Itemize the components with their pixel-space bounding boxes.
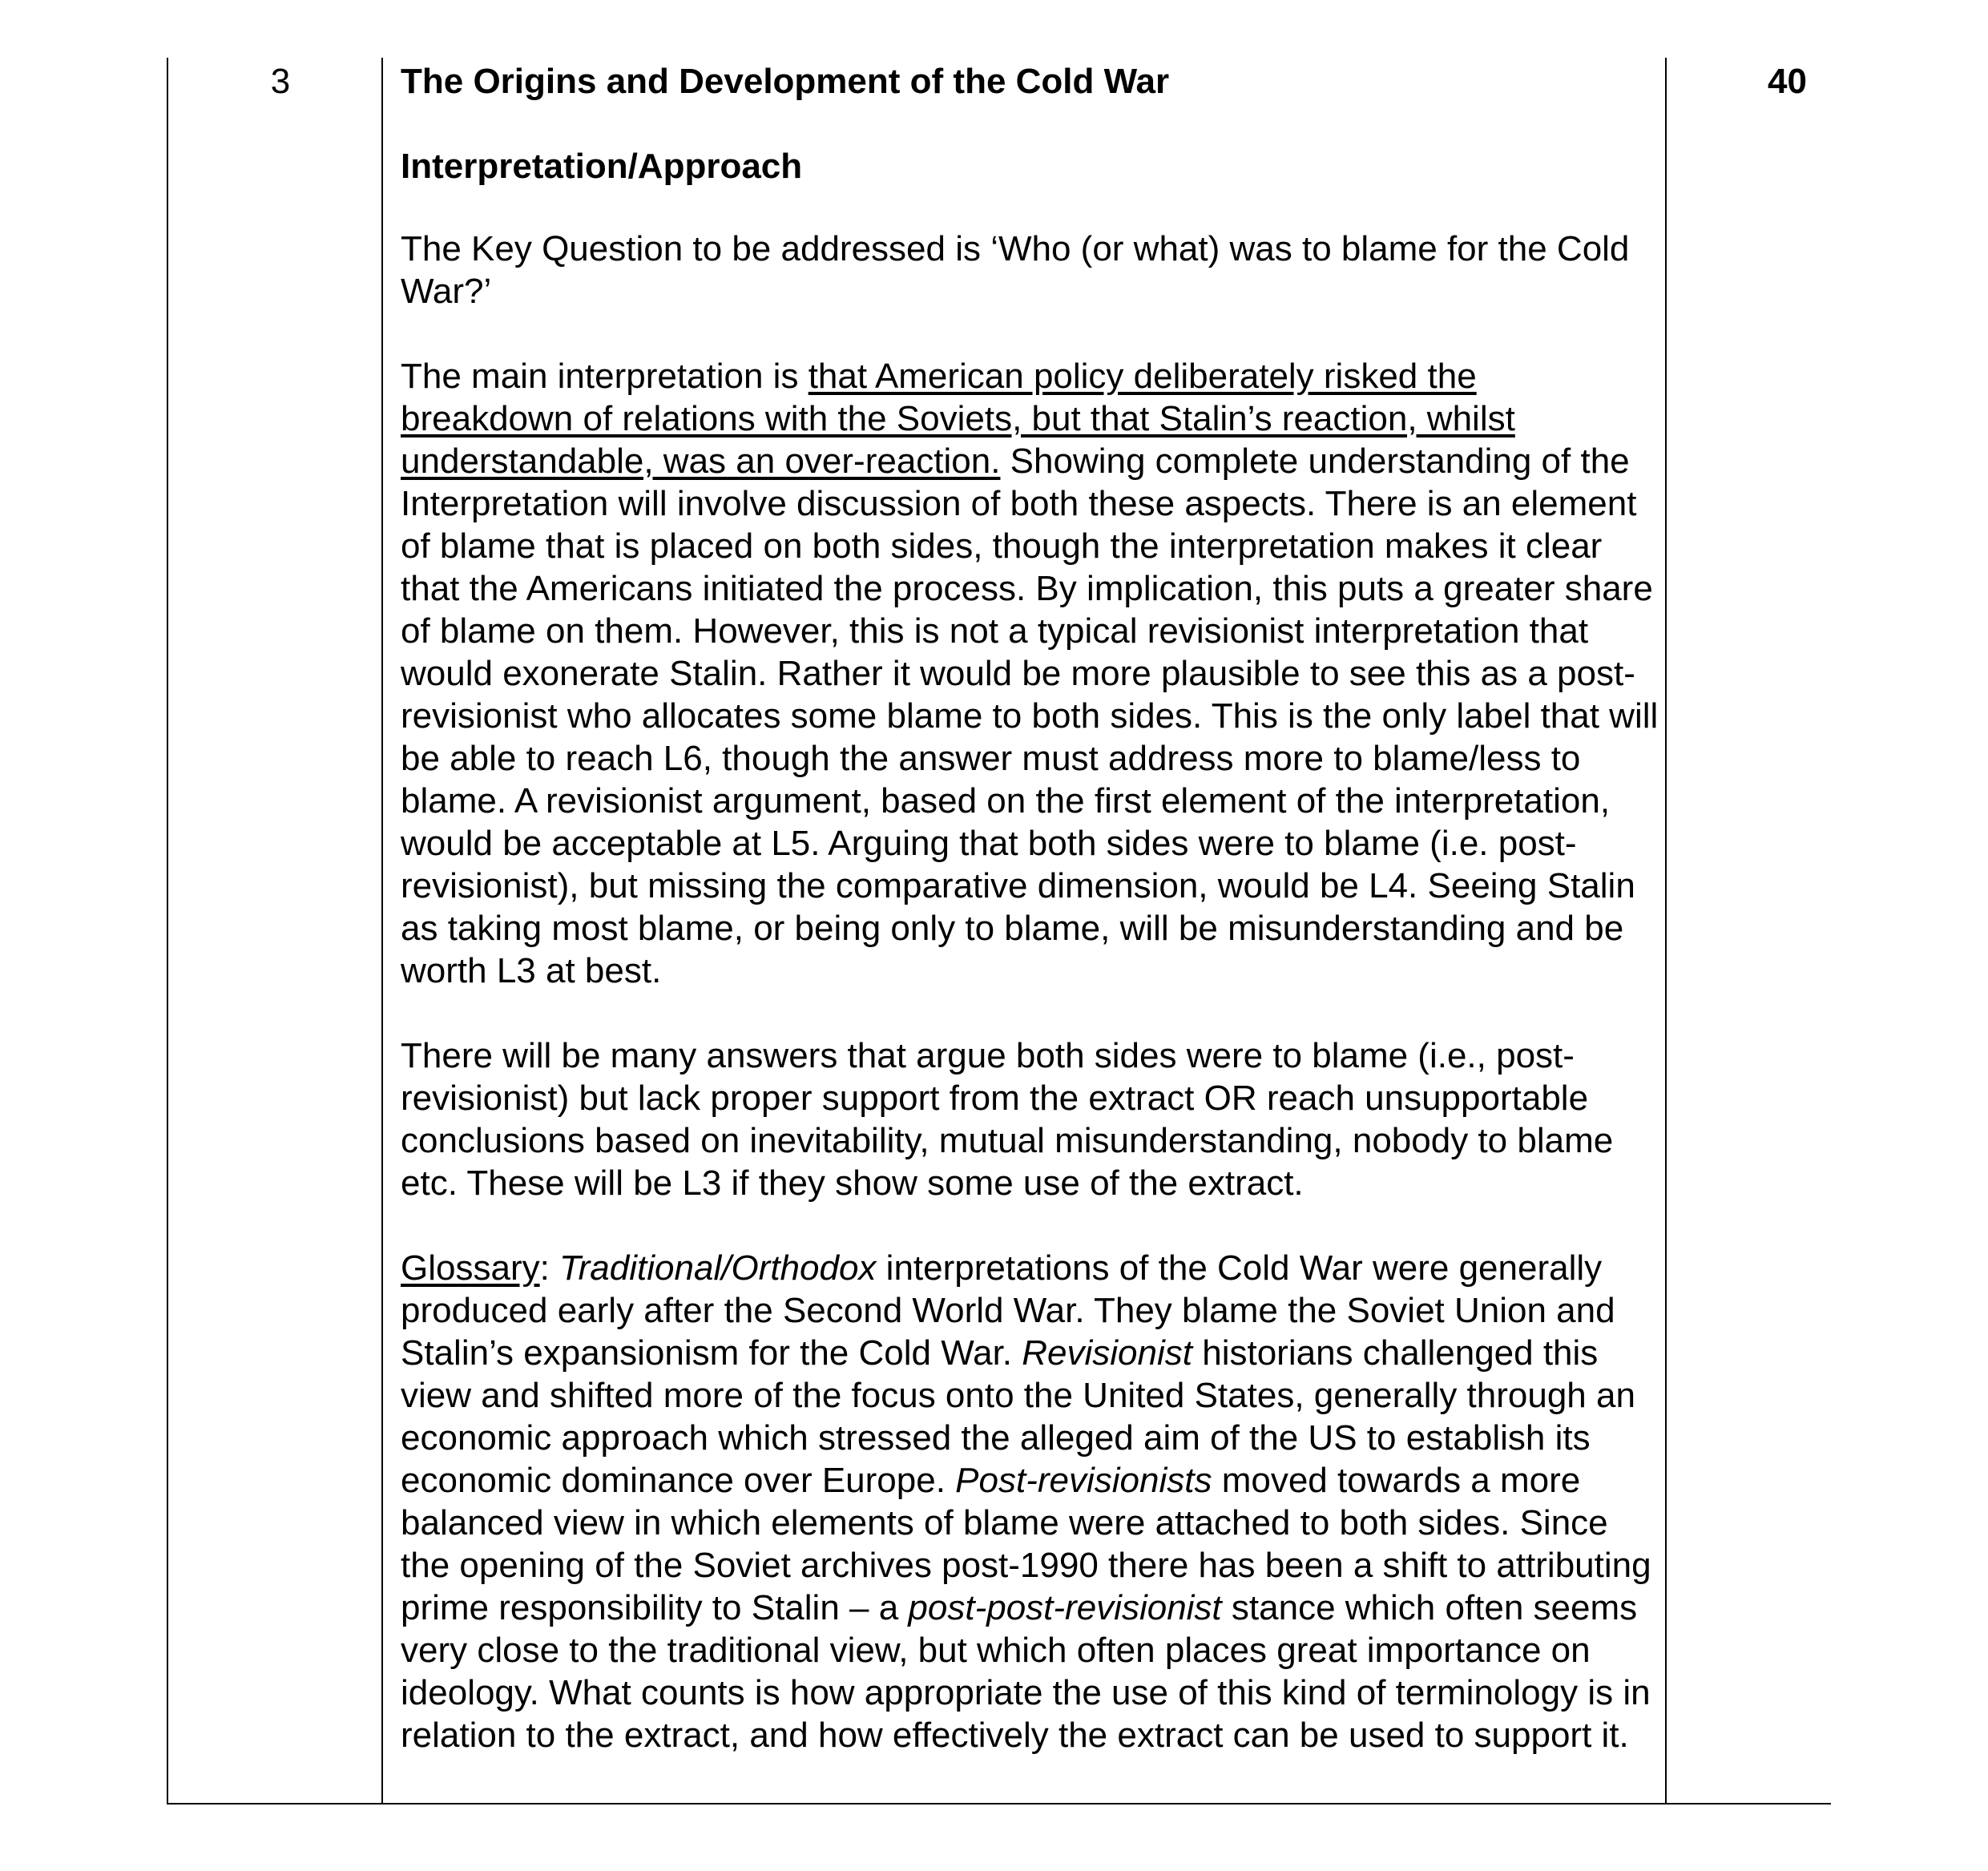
section-heading: Interpretation/Approach (401, 147, 803, 186)
glossary-colon: : (539, 1248, 560, 1288)
interpretation-intro: The main interpretation is (401, 357, 809, 396)
column-divider-right (1665, 58, 1667, 1803)
glossary-text-4: stance which often seems very close to the traditional view, but which often places great importance on ideology. What counts is how appropriate the use of this kind of terminology is in relation to the extract, and how effectively the extract can be used to support it. (401, 1588, 1651, 1755)
glossary-text-2: historians challenged this view and shifted more of the focus onto the United States, generally through an economic approach which stressed the alleged aim of the US to establish its economic dominance over Europe. (401, 1333, 1635, 1500)
question-number: 3 (270, 62, 291, 101)
many-answers-paragraph: There will be many answers that argue both sides were to blame (i.e., post-revisionist) but lack proper support from the extract OR reach unsupportable conclusions based on inevitability, mutual misunderstanding, nobody to blame etc. These will be L3 if they show some use of the extract. (401, 1036, 1614, 1203)
term-post-post-revisionist: post-post-revisionist (908, 1588, 1222, 1627)
key-question-paragraph: The Key Question to be addressed is ‘Who (or what) was to blame for the Cold War?’ (401, 229, 1630, 311)
answer-guidance (401, 58, 1659, 1756)
glossary-label: Glossary (401, 1248, 540, 1288)
mark-scheme-table-row (167, 58, 1831, 1804)
glossary-paragraph (401, 1247, 1659, 1756)
interpretation-underlined: that American policy deliberately risked the breakdown of relations with the Soviets, but that Stalin’s reaction, whilst understandable, was an over-reaction. (401, 357, 1515, 481)
glossary-text-1: interpretations of the Cold War were generally produced early after the Second World War. They blame the Soviet Union and Stalin’s expansionism for the Cold War. (401, 1248, 1615, 1373)
question-title: The Origins and Development of the Cold War (401, 62, 1170, 101)
interpretation-rest: Showing complete understanding of the Interpretation will involve discussion of both these aspects. There is an element of blame that is placed on both sides, though the interpretation makes it clear that the Americans initiated the process. By implication, this puts a greater share of blame on them. However, this is not a typical revisionist interpretation that would exonerate Stalin. Rather it would be more plausible to see this as a post-revisionist who allocates some blame to both sides. This is the only label that will be able to reach L6, though the answer must address more to blame/less to blame. A revisionist argument, based on the first element of the interpretation, would be acceptable at L5. Arguing that both sides were to blame (i.e. post-revisionist), but missing the comparative dimension, would be L4. Seeing Stalin as taking most blame, or being only to blame, will be misunderstanding and be worth L3 at best. (401, 442, 1659, 990)
column-divider-left (381, 58, 383, 1803)
marks-value: 40 (1768, 62, 1807, 101)
main-interpretation-paragraph (401, 355, 1659, 992)
term-revisionist: Revisionist (1022, 1333, 1192, 1373)
term-traditional: Traditional/Orthodox (559, 1248, 877, 1288)
glossary-text-3: moved towards a more balanced view in which elements of blame were attached to both sides. Since the opening of the Soviet archives post-1990 there has been a shift to attributing prime responsibility to Stalin – a (401, 1461, 1651, 1627)
term-post-revisionists: Post-revisionists (955, 1461, 1212, 1500)
